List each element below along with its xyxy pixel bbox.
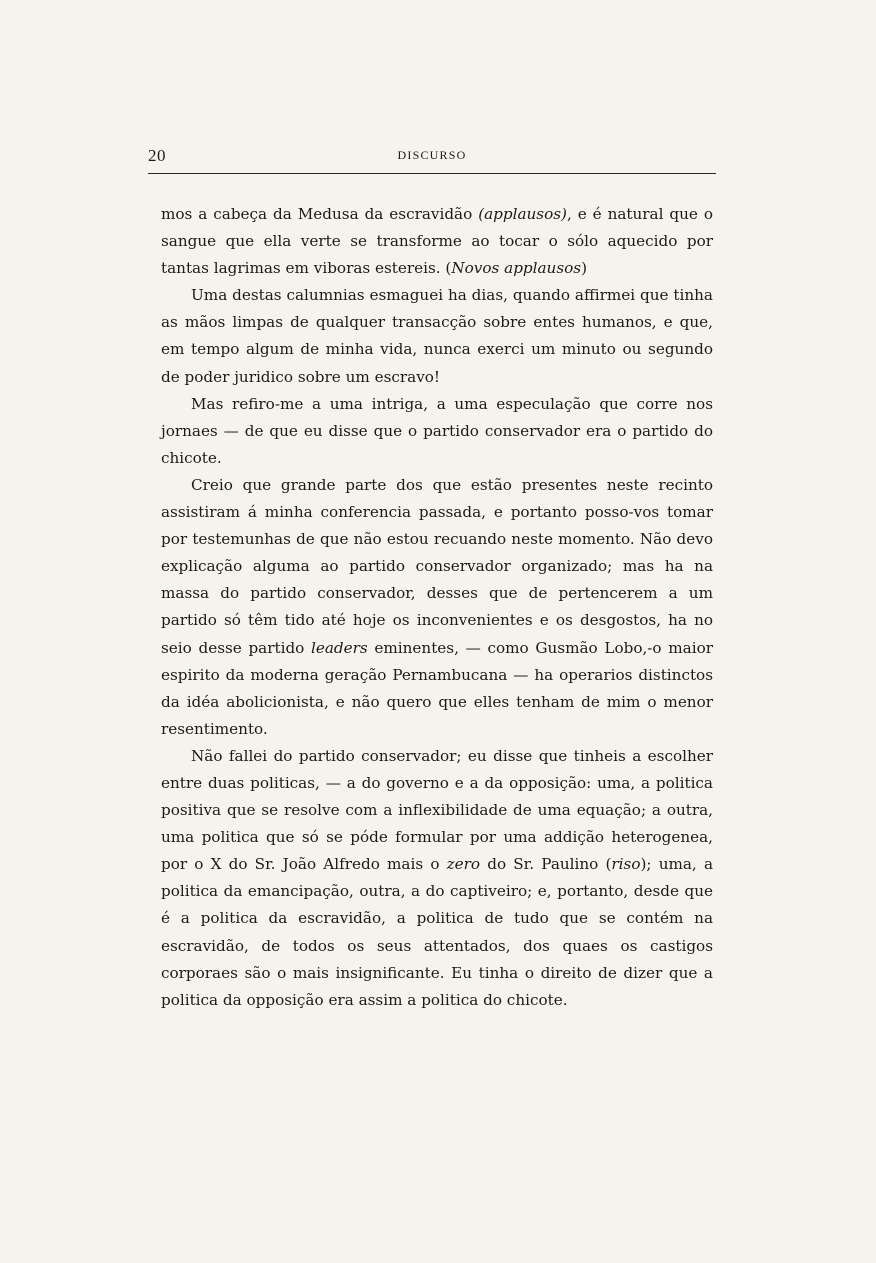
text-run: Mas refiro-me a uma intriga, a uma especulação que corre nos jornaes — de que eu disse que o partido conservador era o partido do chicote. bbox=[161, 394, 713, 467]
paragraph bbox=[161, 282, 713, 390]
text-run: ); uma, a politica da emancipação, outra, a do captiveiro; e, portanto, desde que é a politica da escravidão, a politica de tudo que se contém na escravidão, de todos os seus attentados, dos quaes os castigos corporaes são o mais insignificante. Eu tinha o direito de dizer que a politica da opposição era assim a politica do chicote. bbox=[161, 855, 713, 1009]
text-run: Não fallei do partido conservador; eu disse que tinheis a escolher entre duas politicas, — a do governo e a da opposição: uma, a politica positiva que se resolve com a inflexibilidade de uma equação; a outra, uma politica que só se póde formular por uma addição heterogenea, por o X do Sr. João Alfredo mais o bbox=[161, 746, 713, 874]
body-text bbox=[161, 201, 713, 1014]
text-run: Creio que grande parte dos que estão presentes neste recinto assistiram á minha conferencia passada, e portanto posso-vos tomar por testemunhas de que não estou recuando neste momento. Não devo explicação alguma ao partido conservador organizado; mas ha na massa do partido conservador, desses que de pertencerem a um partido só têm tido até hoje os inconvenientes e os desgostos, ha no seio desse partido bbox=[161, 475, 713, 657]
text-run: ) bbox=[581, 259, 587, 278]
italic-text: Novos applausos bbox=[451, 259, 582, 278]
page-header bbox=[148, 140, 716, 174]
italic-text: riso bbox=[611, 855, 641, 874]
page-number: 20 bbox=[148, 146, 166, 165]
text-run: do Sr. Paulino ( bbox=[480, 855, 612, 874]
header-rule bbox=[148, 173, 716, 174]
text-run: mos a cabeça da Medusa da escravidão bbox=[161, 205, 479, 223]
paragraph bbox=[161, 743, 713, 1014]
text-run: , e é natural que o sangue que ella verte se transforme ao tocar o sólo aquecido por tantas lagrimas em viboras estereis. ( bbox=[161, 205, 713, 278]
running-title: DISCURSO bbox=[397, 148, 467, 162]
paragraph bbox=[161, 472, 713, 743]
paragraph bbox=[161, 201, 713, 282]
paragraph bbox=[161, 391, 713, 472]
italic-text: (applausos) bbox=[478, 205, 567, 223]
text-run: Uma destas calumnias esmaguei ha dias, quando affirmei que tinha as mãos limpas de qualquer transacção sobre entes humanos, e que, em tempo algum de minha vida, nunca exerci um minuto ou segundo de poder juridico sobre um escravo! bbox=[161, 286, 713, 386]
italic-text: leaders bbox=[311, 638, 368, 657]
italic-text: zero bbox=[446, 855, 481, 874]
text-run: eminentes, — como Gusmão Lobo,-o maior espirito da moderna geração Pernambucana — ha operarios distinctos da idéa abolicionista, e não quero que elles tenham de mim o menor resentimento. bbox=[161, 638, 713, 738]
